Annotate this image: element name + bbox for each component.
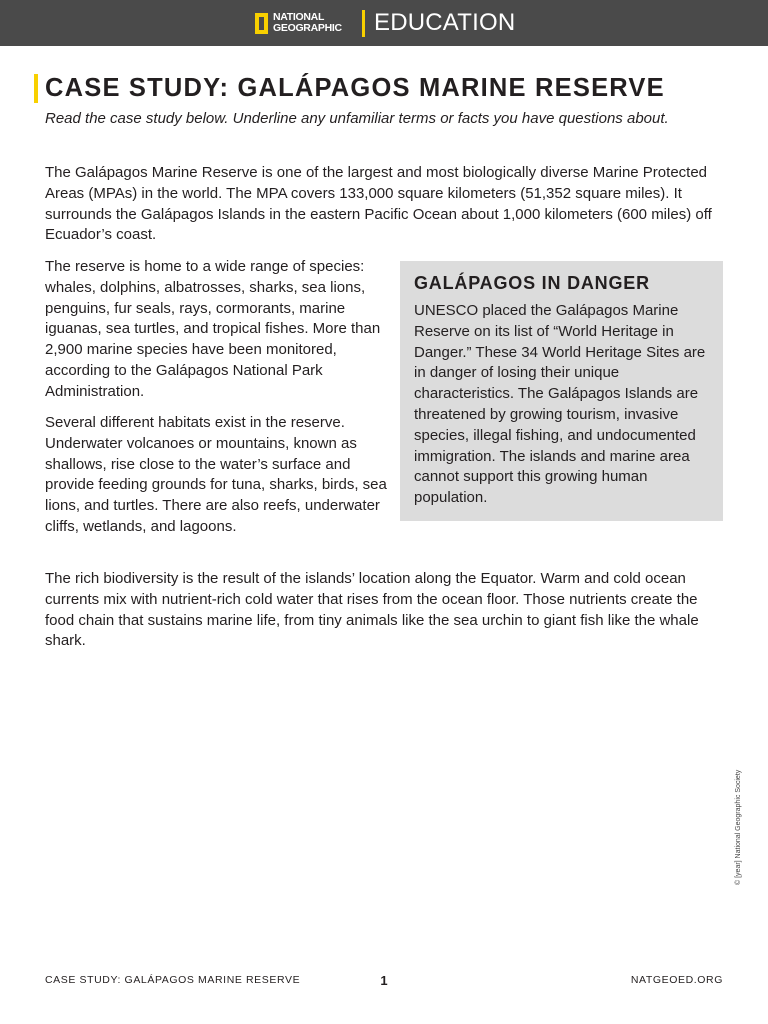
page-title: CASE STUDY: GALÁPAGOS MARINE RESERVE: [45, 74, 665, 102]
sidebar-text: UNESCO placed the Galápagos Marine Reserve on its list of “World Heritage in Danger.” These 34 World Heritage Sites are in danger of losing their unique characteristics. The Galápagos Islands are threatened by growing tourism, invasive species, illegal fishing, and undocumented immigration. The islands and marine area cannot support this growing human population.: [414, 302, 706, 507]
sidebar-title: GALÁPAGOS IN DANGER: [414, 273, 650, 293]
footer-link[interactable]: NATGEOED.ORG: [630, 974, 723, 986]
copyright-text: © [year] National Geographic Society: [735, 769, 742, 885]
body-paragraph-1: The Galápagos Marine Reserve is one of the largest and most biologically diverse Marine Protected Areas (MPAs) in the world. The MPA covers 133,000 square kilometers (51,352 square miles). It surrounds the Galápagos Islands in the eastern Pacific Ocean about 1,000 kilometers (600 miles) off Ecuador’s coast.: [45, 164, 712, 244]
logo-wordmark: [273, 12, 342, 34]
logo-line2: GEOGRAPHIC: [273, 22, 342, 34]
body-paragraph-2: The reserve is home to a wide range of species: whales, dolphins, albatrosses, sharks, sea lions, penguins, fur seals, rays, cormorants, marine iguanas, sea turtles, and tropical fishes. More than 2,900 marine species have been monitored, according to the Galápagos National Park Administration.: [45, 258, 381, 400]
page-number: 1: [380, 973, 388, 988]
natgeo-logo: [255, 9, 342, 37]
header-bar: [0, 0, 768, 46]
header-section-label: EDUCATION: [374, 9, 516, 36]
header-divider: [362, 10, 365, 37]
logo-line1: NATIONAL: [273, 11, 325, 23]
sidebar-box: [400, 261, 723, 521]
intro-instructions: Read the case study below. Underline any unfamiliar terms or facts you have questions about.: [45, 110, 669, 127]
body-paragraph-3: Several different habitats exist in the reserve. Underwater volcanoes or mountains, known as shallows, rise close to the water’s surface and provide feeding grounds for tuna, sharks, birds, sea lions, and turtles. There are also reefs, underwater cliffs, wetlands, and lagoons.: [45, 414, 387, 535]
yellow-frame-icon: [255, 13, 268, 34]
footer-title: CASE STUDY: GALÁPAGOS MARINE RESERVE: [45, 974, 301, 986]
title-accent-bar: [34, 74, 38, 103]
body-paragraph-4: The rich biodiversity is the result of the islands’ location along the Equator. Warm and cold ocean currents mix with nutrient-rich cold water that rises from the ocean floor. Those nutrients create the food chain that sustains marine life, from tiny animals like the sea urchin to giant fish like the whale shark.: [45, 570, 699, 650]
